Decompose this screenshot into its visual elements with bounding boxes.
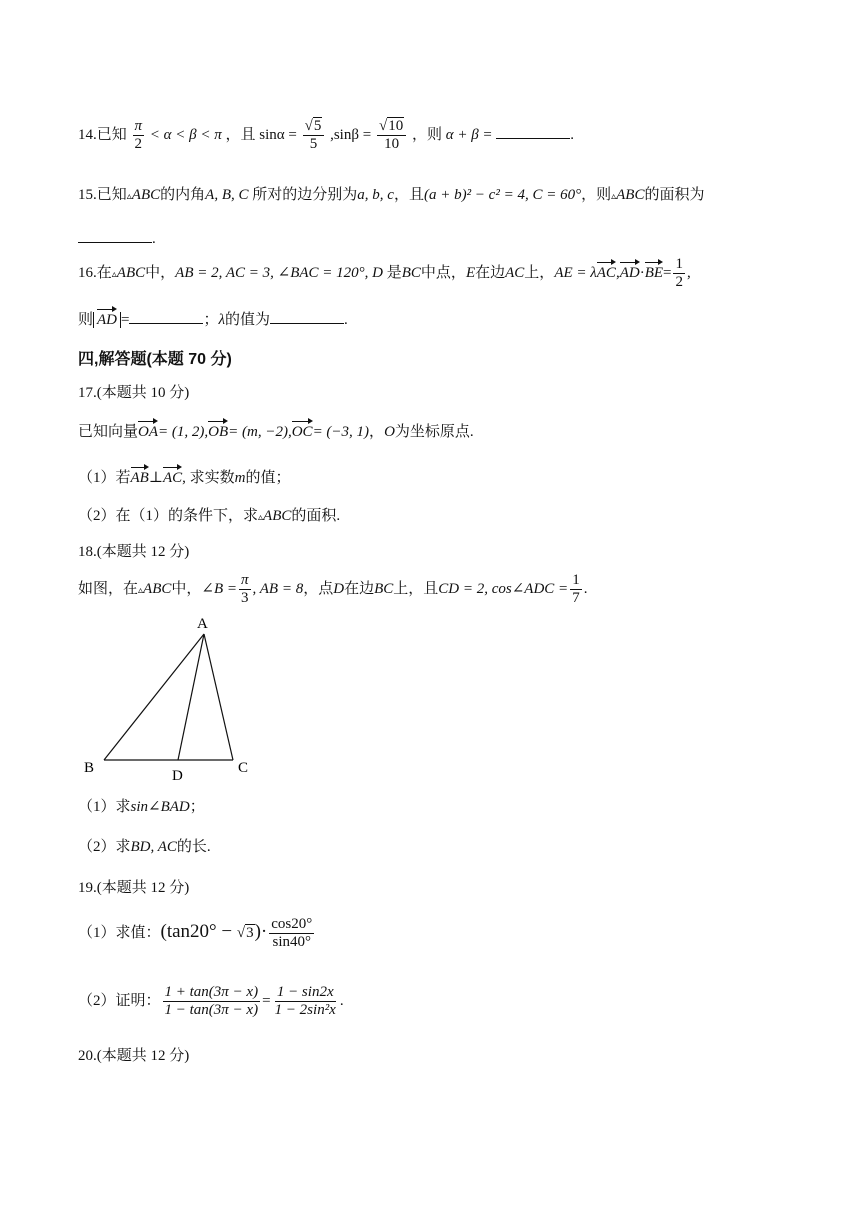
question-15: 15.已知▵ABC的内角A, B, C 所对的边分别为a, b, c，且(a + b)² − c² = 4, C = 60°，则▵ABC的面积为 — [78, 187, 705, 203]
vertex-label-c: C — [238, 760, 249, 776]
answer-blank — [129, 309, 203, 324]
fraction-sqrt5-over-5: $\frac{√5}{5}$ — [303, 118, 325, 154]
section-heading: 四,解答题(本题 70 分) — [78, 351, 232, 368]
fraction-left: $\frac{1 + \tan(3\pi - x)}{1 - \tan(3\pi - x)}$ — [164, 984, 259, 1019]
question-19-header: 19.(本题共 12 分) — [78, 880, 190, 896]
vertex-label-a: A — [197, 616, 208, 632]
fraction-pi-over-3: $\frac{\pi}{3}$ — [241, 572, 249, 607]
question-17-part-1: （1）若AB⊥AC, 求实数m的值； — [78, 466, 291, 487]
vertex-label-d: D — [172, 768, 183, 784]
question-17-header: 17.(本题共 10 分) — [78, 385, 190, 401]
question-18-part-1: （1）求sin∠BAD； — [78, 799, 205, 815]
fraction-one-half: $\frac{1}{2}$ — [675, 256, 683, 291]
question-18-intro: 如图，在▵ABC中，∠B = $\frac{\pi}{3}$ , AB = 8，点D在边BC上，且CD = 2, cos∠ADC = $\frac{1}{7}$ . — [78, 572, 588, 607]
question-16-line2: 则 AD = ；λ的值为 . — [78, 308, 348, 329]
fraction-right: $\frac{1 - \sin 2x}{\text{1 − 2sin²x}}$ — [274, 984, 336, 1019]
fraction-pi-over-2: $\frac{\pi}{2}$ — [134, 118, 143, 153]
question-18-header: 18.(本题共 12 分) — [78, 544, 190, 560]
fraction-one-seventh: $\frac{1}{7}$ — [572, 572, 580, 607]
question-15-blank-line: . — [78, 228, 156, 248]
fraction-cos-over-sin: $\frac{\cos 20^\circ}{\sin 40^\circ}$ — [271, 916, 313, 951]
question-17-intro: 已知向量OA= (1, 2),OB= (m, −2),OC= (−3, 1)，O为坐标原点. — [78, 420, 474, 441]
answer-blank — [78, 228, 152, 243]
question-18-part-2: （2）求BD, AC的长. — [78, 839, 211, 855]
question-20-header: 20.(本题共 12 分) — [78, 1048, 190, 1064]
question-19-part-1: （1）求值：(tan20° − √3)· $\frac{\cos 20^\circ}{\sin 40^\circ}$ — [78, 916, 313, 951]
question-17-part-2: （2）在（1）的条件下，求▵ABC的面积. — [78, 508, 341, 524]
answer-blank — [496, 124, 570, 139]
question-19-part-2: （2）证明： $\frac{1 + \tan(3\pi - x)}{1 - \tan(3\pi - x)}$ = $\frac{1 - \sin 2x}{\text{1 − 2sin²x}}$ . — [78, 984, 344, 1019]
vertex-label-b: B — [84, 760, 95, 776]
triangle-figure — [78, 612, 268, 784]
answer-blank — [270, 309, 344, 324]
fraction-sqrt10-over-10: $\frac{√10}{10}$ — [377, 118, 406, 154]
question-16: 16.在▵ABC中，AB = 2, AC = 3, ∠BAC = 120°, D 是BC中点，E在边AC上，AE = λAC,AD·BE= $\frac{1}{2}$ , — [78, 256, 691, 291]
question-14: 14.已知 $\frac{\pi}{2}$ < α < β < π ，且 sinα = $\frac{√5}{5}$ ,sinβ = $\frac{√10}{10}$ ，则 α + β = . — [78, 118, 575, 153]
